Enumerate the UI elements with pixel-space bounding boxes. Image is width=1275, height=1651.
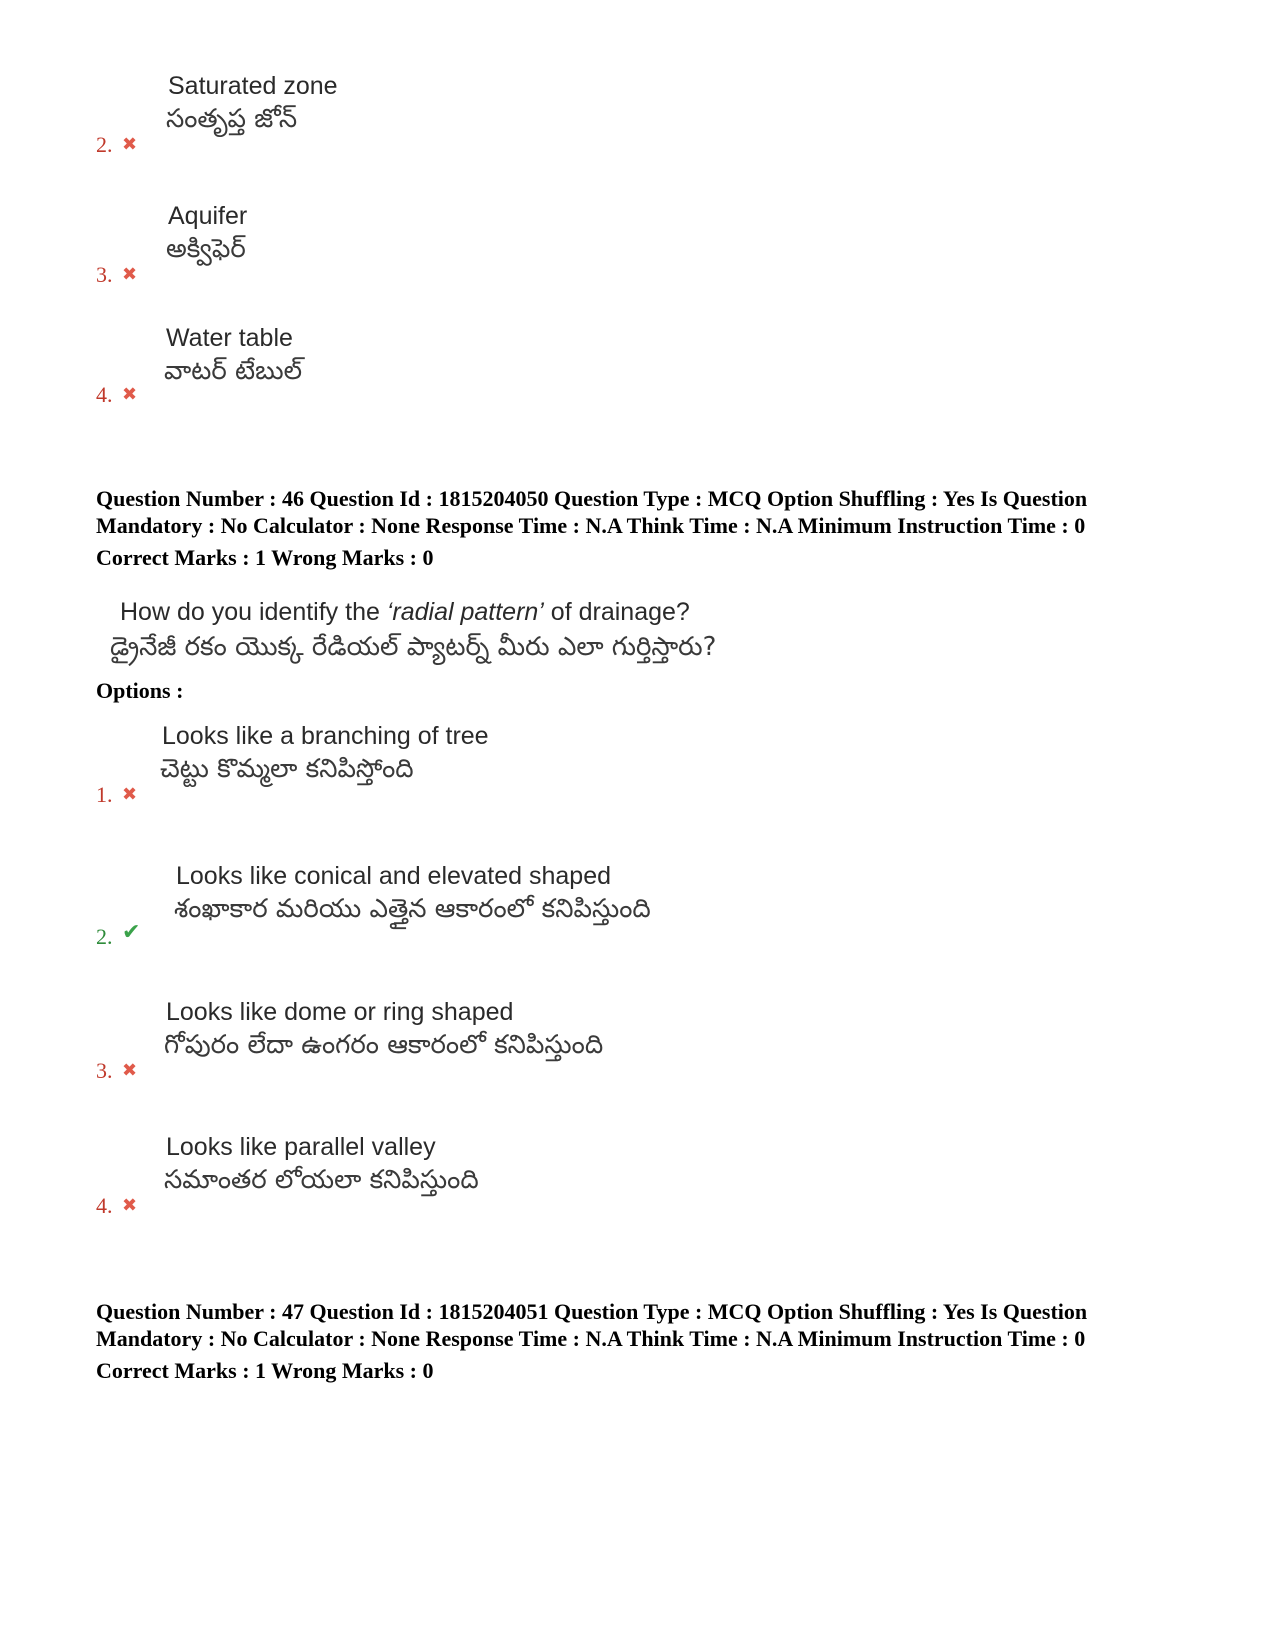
option-text-te: వాటర్ టేబుల్ [164,356,303,386]
option-number: 2. [96,924,113,949]
question-text-pre: How do you identify the [120,598,387,626]
wrong-icon: ✖ [122,134,138,155]
question-meta: Question Number : 46 Question Id : 1815204050 Question Type : MCQ Option Shuffling : Yes Is Question Mandatory : No Calculator : None Response Time : N.A Think Time : N.A Minimum Instruction Time : 0 [96,486,1088,538]
wrong-icon: ✖ [122,1195,138,1216]
correct-check-icon: ✔ [122,920,141,945]
options-label: Options : [96,678,184,703]
option-number: 2. [96,132,113,157]
option-text-en: Water table [166,324,293,352]
option-text-te: చెట్టు కొమ్మలా కనిపిస్తోంది [160,754,414,784]
option-item [0,70,1275,180]
option-text-te: సమాంతర లోయలా కనిపిస్తుంది [164,1165,479,1195]
question-text-te: డ్రైనేజీ రకం యొక్క రేడియల్ ప్యాటర్న్ మీరు ఎలా గుర్తిస్తారు? [110,632,717,662]
option-item [0,1133,1275,1243]
question-text-emphasis: ‘radial pattern’ [386,598,544,626]
option-number: 3. [96,262,113,287]
wrong-icon: ✖ [122,784,138,805]
option-item [0,722,1275,832]
option-text-en: Looks like parallel valley [166,1133,436,1161]
question-marks: Correct Marks : 1 Wrong Marks : 0 [96,545,434,570]
question-meta: Question Number : 47 Question Id : 1815204051 Question Type : MCQ Option Shuffling : Yes Is Question Mandatory : No Calculator : None Response Time : N.A Think Time : N.A Minimum Instruction Time : 0 [96,1299,1088,1351]
option-text-te: సంతృప్త జోన్ [166,104,298,134]
option-item [0,998,1275,1108]
question-marks: Correct Marks : 1 Wrong Marks : 0 [96,1358,434,1383]
option-number: 4. [96,382,113,407]
option-text-te: అక్విఫెర్ [166,234,246,264]
wrong-icon: ✖ [122,1060,138,1081]
option-number: 1. [96,782,113,807]
question-text-en [120,598,690,627]
option-item [0,862,1275,972]
option-text-en: Looks like conical and elevated shaped [176,862,612,890]
option-text-te: గోపురం లేదా ఉంగరం ఆకారంలో కనిపిస్తుంది [164,1030,604,1060]
wrong-icon: ✖ [122,384,138,405]
wrong-icon: ✖ [122,264,138,285]
option-number: 4. [96,1193,113,1218]
option-item [0,322,1275,432]
option-text-en: Looks like dome or ring shaped [166,998,514,1026]
option-item [0,200,1275,310]
option-text-en: Saturated zone [168,72,338,100]
question-text-post: of drainage? [543,598,690,626]
option-number: 3. [96,1058,113,1083]
option-text-en: Looks like a branching of tree [162,722,489,750]
option-text-te: శంఖాకార మరియు ఎత్తైన ఆకారంలో కనిపిస్తుంది [174,894,651,924]
option-text-en: Aquifer [168,202,248,230]
